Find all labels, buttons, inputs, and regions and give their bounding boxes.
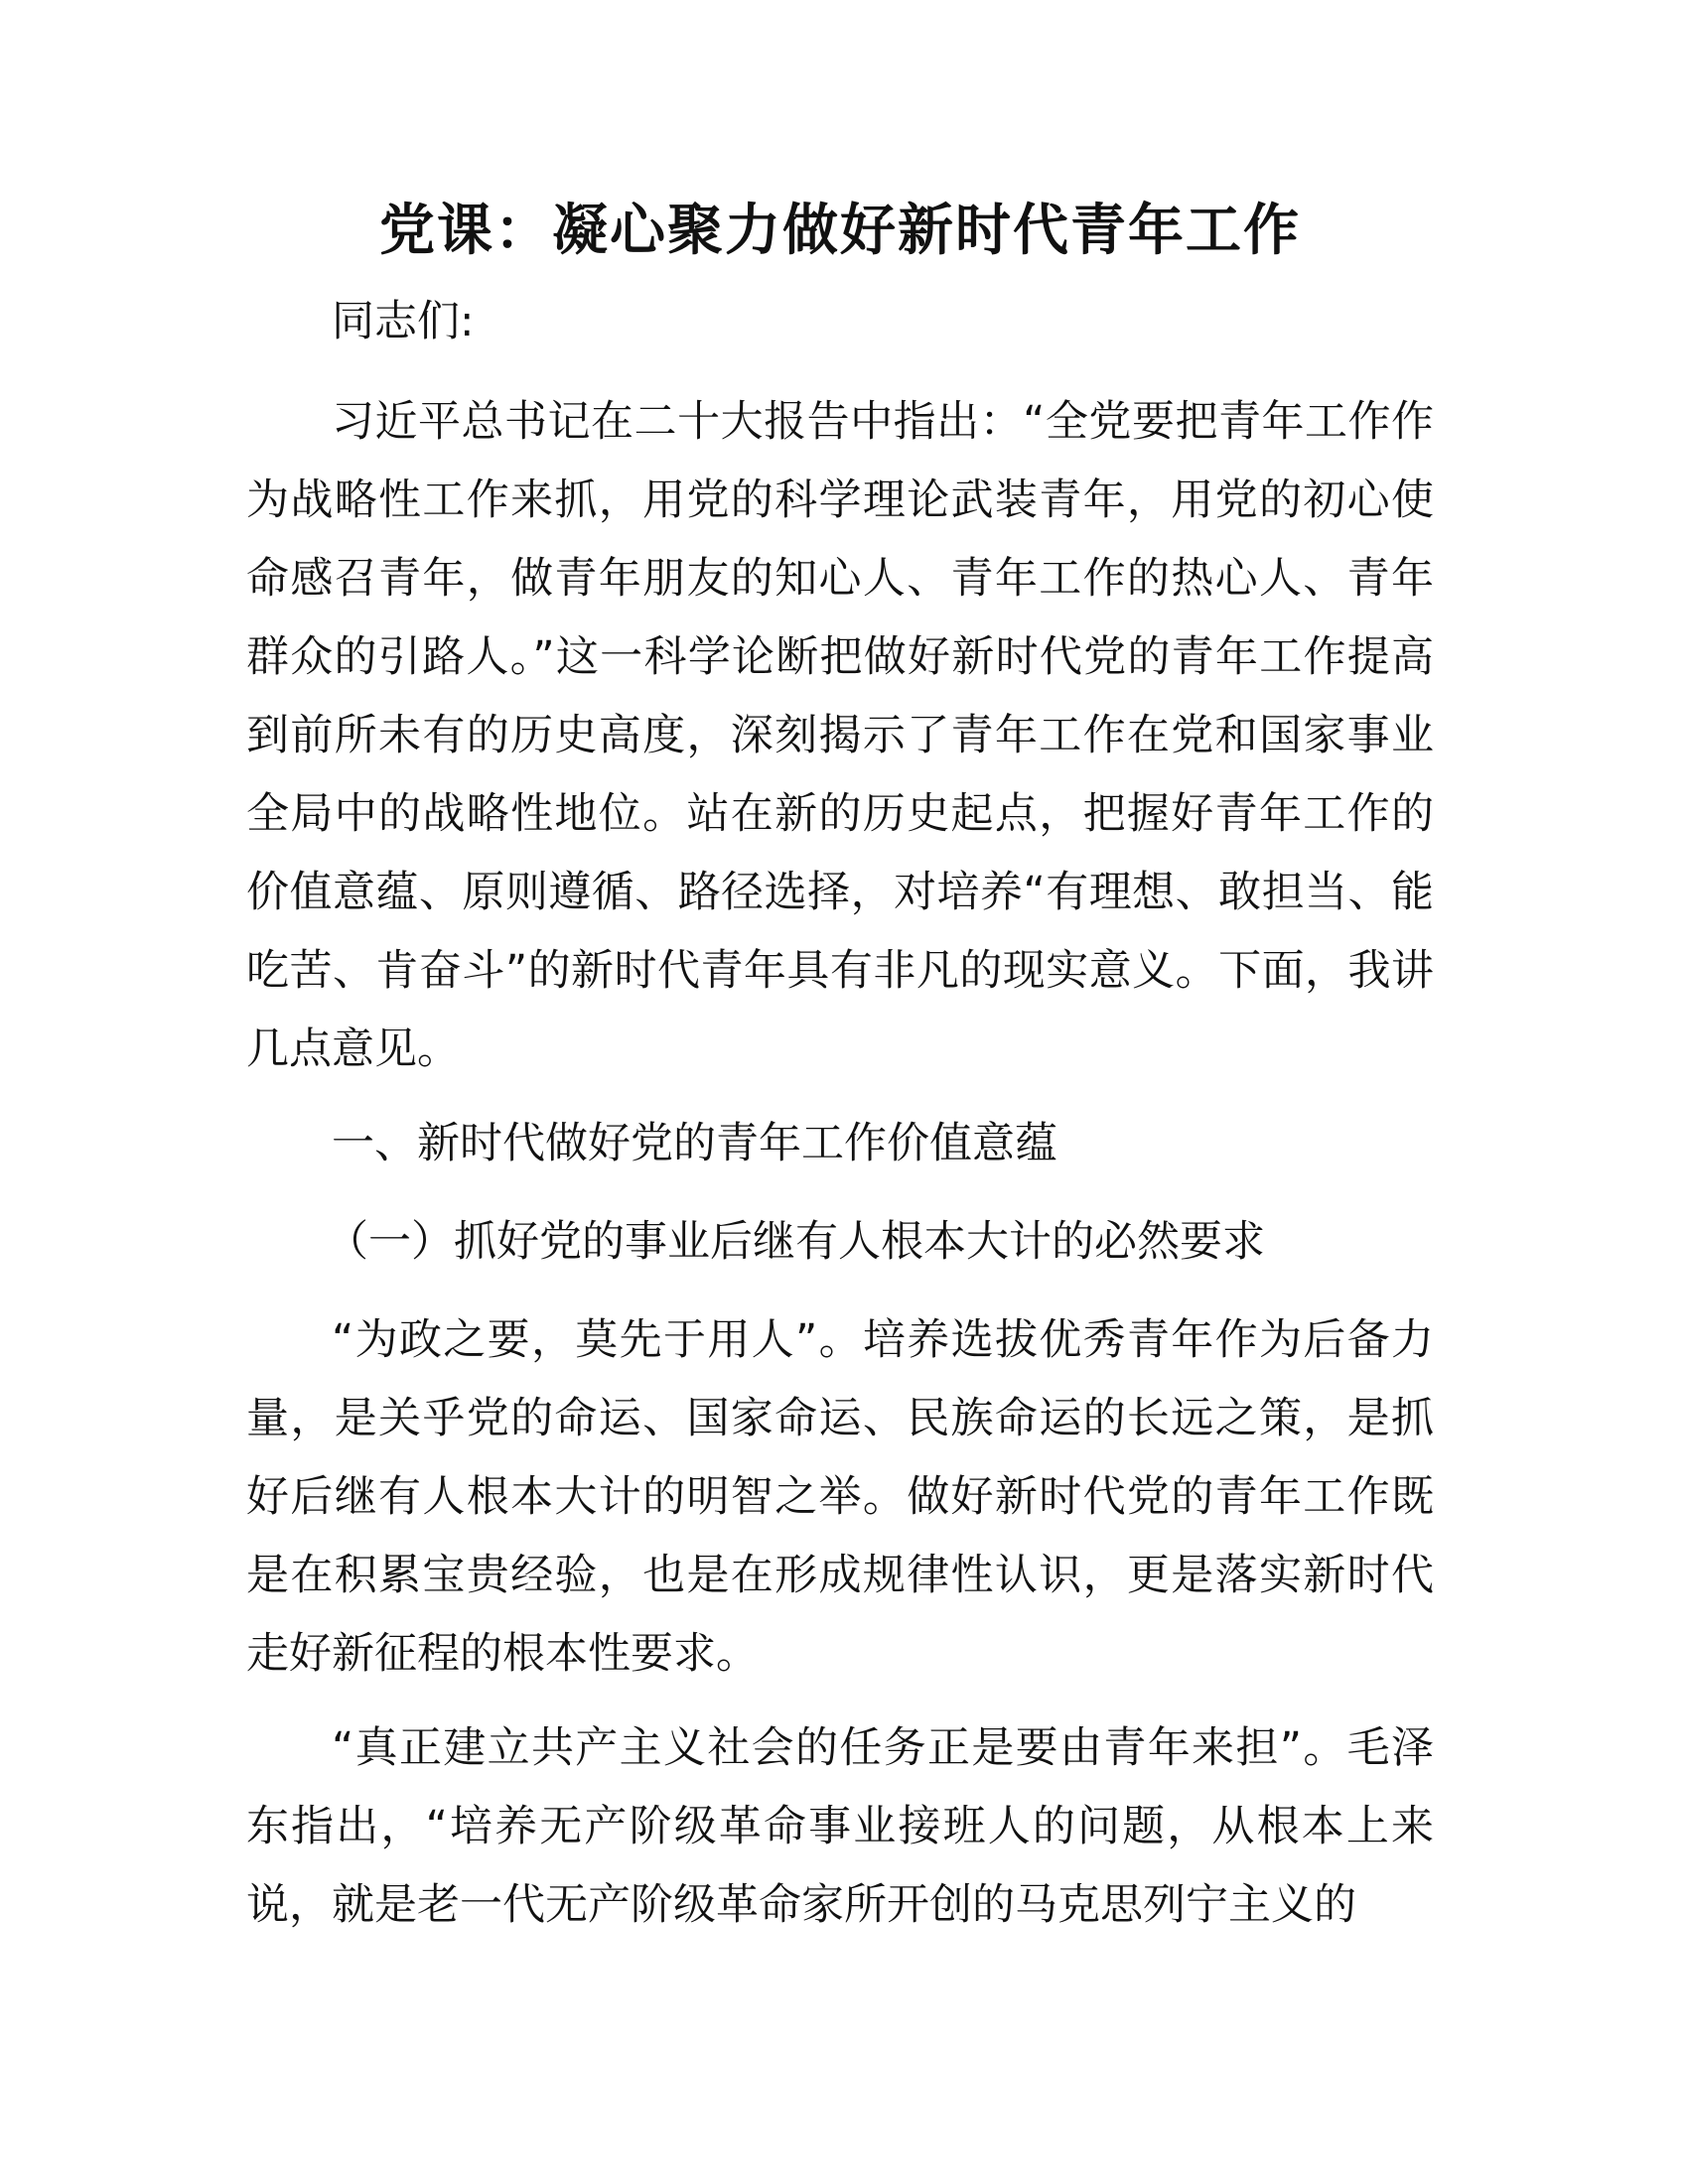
document-page xyxy=(246,194,1434,1961)
section-heading-1: 一、新时代做好党的青年工作价值意蕴 xyxy=(332,1119,1057,1168)
subsection-heading-1-1: （一）抓好党的事业后继有人根本大计的必然要求 xyxy=(326,1217,1265,1267)
body-paragraph-2: “真正建立共产主义社会的任务正是要由青年来担”。毛泽东指出，“培养无产阶级革命事业接班人的问题，从根本上来说，就是老一代无产阶级革命家所开创的马克思列宁主义的 xyxy=(246,1723,1434,1930)
document-title: 党课：凝心聚力做好新时代青年工作 xyxy=(379,199,1301,263)
intro-paragraph: 习近平总书记在二十大报告中指出：“全党要把青年工作作为战略性工作来抓，用党的科学理论武装青年，用党的初心使命感召青年，做青年朋友的知心人、青年工作的热心人、青年群众的引路人。”这一科学论断把做好新时代党的青年工作提高到前所未有的历史高度，深刻揭示了青年工作在党和国家事业全局中的战略性地位。站在新的历史起点，把握好青年工作的价值意蕴、原则遵循、路径选择，对培养“有理想、敢担当、能吃苦、肯奋斗”的新时代青年具有非凡的现实意义。下面，我讲几点意见。 xyxy=(246,397,1434,1074)
salutation: 同志们: xyxy=(332,297,475,346)
body-paragraph-1: “为政之要，莫先于用人”。培养选拔优秀青年作为后备力量，是关乎党的命运、国家命运、民族命运的长远之策，是抓好后继有人根本大计的明智之举。做好新时代党的青年工作既是在积累宝贵经验，也是在形成规律性认识，更是落实新时代走好新征程的根本性要求。 xyxy=(246,1315,1434,1679)
